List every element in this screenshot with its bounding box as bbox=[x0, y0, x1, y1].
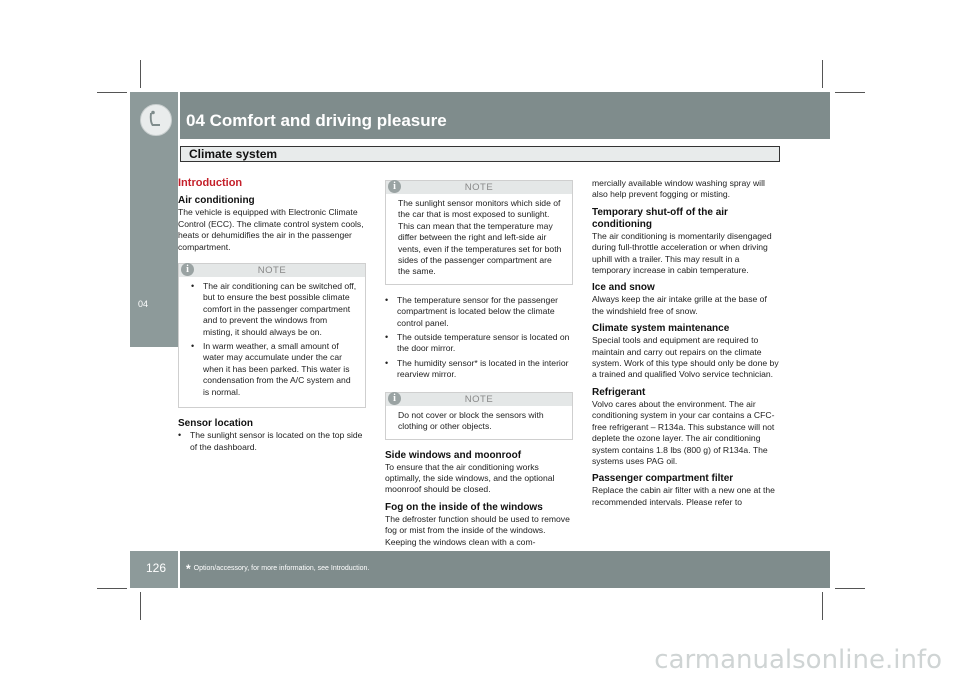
note-header bbox=[179, 264, 365, 277]
info-icon: i bbox=[388, 392, 401, 405]
info-icon: i bbox=[388, 180, 401, 193]
temp-shutoff-heading: Temporary shut-off of the air conditioning bbox=[592, 206, 728, 230]
chapter-tab-number: 04 bbox=[138, 299, 149, 309]
list-item: • The humidity sensor* is located in the interior rearview mirror. bbox=[385, 358, 573, 381]
note-text: The sunlight sensor monitors which side of the car that is most exposed to sunlight. This can mean that the temperature may differ between the right and left-side air vents, even if the temperatures set for both sides of the passenger compartment are the same. bbox=[398, 198, 562, 277]
info-icon: i bbox=[181, 263, 194, 276]
note-box bbox=[385, 392, 573, 440]
list-item: • The air conditioning can be switched off, but to ensure the best possible climate comfort in the passenger compartment and to prevent the windows from misting, it should always be on. bbox=[191, 281, 359, 338]
chapter-title: 04 Comfort and driving pleasure bbox=[186, 111, 447, 130]
side-windows-heading: Side windows and moonroof bbox=[385, 449, 522, 461]
crop-mark bbox=[97, 588, 127, 589]
crop-mark bbox=[140, 592, 141, 620]
list-item: • The temperature sensor for the passenger compartment is located below the climate control panel. bbox=[385, 295, 573, 329]
column-1 bbox=[178, 178, 366, 456]
ice-snow-text: Always keep the air intake grille at the base of the windshield free of snow. bbox=[592, 294, 767, 316]
seat-icon bbox=[140, 104, 172, 136]
footnote-text: Option/accessory, for more information, see Introduction. bbox=[193, 565, 370, 572]
note-label: NOTE bbox=[464, 393, 494, 405]
page-number: 126 bbox=[146, 561, 167, 575]
crop-mark bbox=[822, 592, 823, 620]
crop-mark bbox=[835, 92, 865, 93]
note-label: NOTE bbox=[257, 265, 287, 277]
crop-mark bbox=[835, 588, 865, 589]
fog-heading: Fog on the inside of the windows bbox=[385, 501, 543, 513]
ac-heading: Air conditioning bbox=[178, 195, 255, 207]
list-item: • The sunlight sensor is located on the top side of the dashboard. bbox=[178, 430, 366, 453]
maintenance-heading: Climate system maintenance bbox=[592, 323, 730, 335]
footnote bbox=[186, 562, 369, 576]
fog-text: The defroster function should be used to remove fog or mist from the inside of the windows. Keeping the windows clean with a com- bbox=[385, 513, 570, 547]
list-item: • The outside temperature sensor is located on the door mirror. bbox=[385, 332, 573, 355]
note-label: NOTE bbox=[464, 182, 494, 193]
maintenance-text: Special tools and equipment are required to maintain and carry out repairs on the climate system. Work of this type should only be done by a trained and qualified Volvo service technician. bbox=[592, 335, 779, 380]
watermark: carmanualsonline.info bbox=[654, 645, 942, 675]
note-header bbox=[386, 181, 572, 194]
side-windows-text: To ensure that the air conditioning works optimally, the side windows, and the optional moonroof should be closed. bbox=[385, 461, 555, 495]
section-bar bbox=[180, 146, 780, 162]
list-item: • In warm weather, a small amount of water may accumulate under the car when it has been parked. This water is condensation from the A/C system and is normal. bbox=[191, 341, 359, 398]
note-header bbox=[386, 393, 572, 406]
refrigerant-text: Volvo cares about the environment. The air conditioning system in your car contains a CFC-free refrigerant – R134a. This substance will not deplete the ozone layer. The air conditioning system contains 1.8 lbs (800 g) of R134a. The systems uses PAG oil. bbox=[592, 398, 775, 466]
section-title: Climate system bbox=[189, 147, 278, 161]
filter-text: Replace the cabin air filter with a new one at the recommended intervals. Please refer to bbox=[592, 485, 775, 507]
ice-snow-heading: Ice and snow bbox=[592, 282, 655, 294]
crop-mark bbox=[140, 60, 141, 88]
filter-heading: Passenger compartment filter bbox=[592, 473, 734, 485]
sensor-heading: Sensor location bbox=[178, 418, 254, 430]
column-2 bbox=[385, 180, 573, 548]
note-box bbox=[178, 263, 366, 408]
refrigerant-heading: Refrigerant bbox=[592, 386, 646, 398]
note-text: Do not cover or block the sensors with clothing or other objects. bbox=[398, 409, 544, 432]
continued-text: mercially available window washing spray will also help prevent fogging or misting. bbox=[592, 178, 765, 200]
ac-text: The vehicle is equipped with Electronic Climate Control (ECC). The climate control system cools, heats or dehumidifies the air in the passenger compartment. bbox=[178, 207, 364, 252]
crop-mark bbox=[822, 60, 823, 88]
crop-mark bbox=[97, 92, 127, 93]
note-box bbox=[385, 180, 573, 285]
temp-shutoff-text: The air conditioning is momentarily disengaged during full-throttle acceleration or when driving uphill with a trailer. This may result in a temporary increase in cabin temperature. bbox=[592, 230, 772, 276]
column-3 bbox=[592, 178, 780, 508]
intro-heading: Introduction bbox=[178, 177, 243, 189]
footnote-star: * bbox=[186, 562, 191, 576]
